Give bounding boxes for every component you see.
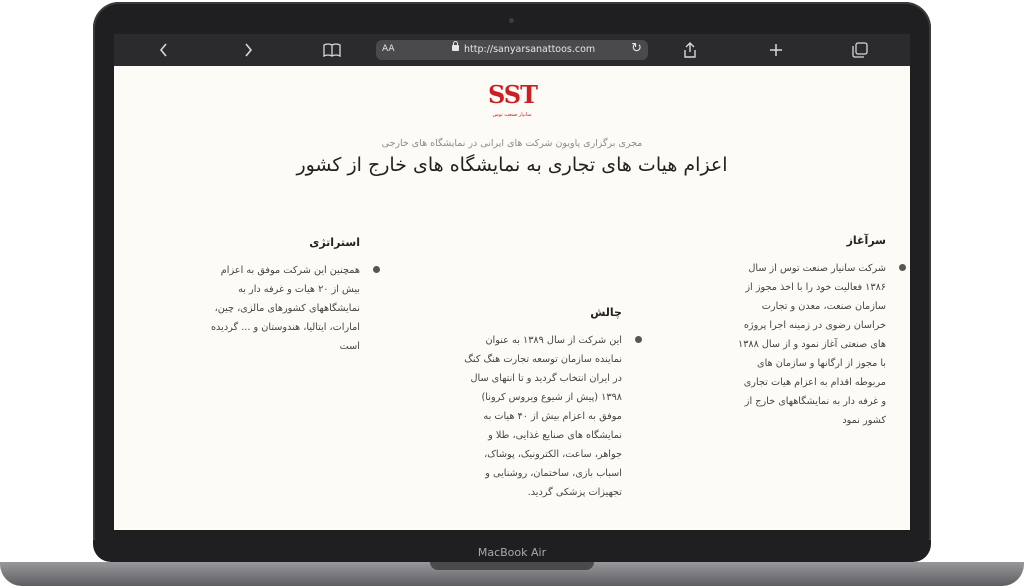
browser-toolbar [114, 34, 910, 66]
column-text: همچنین این شرکت موفق به اعزام بیش از ۲۰ هیات و غرفه دار به نمایشگاههای کشورهای مالزی، چین، امارات، ایتالیا، هندوستان و ... گردیده است [210, 265, 360, 352]
url-text[interactable]: http://sanyarsanattoos.com [464, 44, 596, 55]
list-item [736, 259, 886, 430]
list-item [464, 331, 622, 502]
camera-dot [509, 18, 514, 23]
logo-mark: SST [488, 80, 537, 109]
column-heading: سرآغاز [846, 234, 886, 247]
book-icon [323, 43, 341, 57]
address-bar[interactable] [376, 40, 648, 60]
back-button[interactable] [152, 40, 176, 60]
logo-caption: سانیار صنعت توس [492, 112, 532, 118]
bullet-icon [635, 336, 642, 343]
company-logo[interactable] [488, 80, 536, 120]
text-size-button[interactable]: AA [382, 44, 395, 54]
bullet-icon [373, 266, 380, 273]
list-item [210, 261, 360, 356]
browser-screen [114, 34, 910, 530]
page-title: اعزام هیات های تجاری به نمایشگاه های خارج از کشور [296, 154, 728, 176]
share-icon [683, 42, 697, 58]
forward-button[interactable] [236, 40, 260, 60]
column-heading: استراتژی [309, 236, 360, 249]
device-label: MacBook Air [477, 546, 547, 559]
column-heading: چالش [590, 306, 622, 319]
column-text: شرکت سانیار صنعت توس از سال ۱۳۸۶ فعالیت خود را با اخذ مجوز از سازمان صنعت، معدن و تجارت خراسان رضوی در زمینه اجرا پروژه های صنعتی آغاز نمود و از سال ۱۳۸۸ با مجوز از ارگانها و سازمان های مربوطه اقدام به اعزام هیات تجاری و غرفه دار به نمایشگاههای خارج از کشور نمود [737, 263, 886, 426]
column-start [736, 234, 886, 430]
column-strategy [210, 236, 360, 356]
tabs-icon [852, 42, 868, 58]
new-tab-button[interactable] [764, 40, 788, 60]
chevron-left-icon [159, 43, 169, 57]
column-challenge [464, 306, 622, 502]
share-button[interactable] [678, 40, 702, 60]
bullet-icon [899, 264, 906, 271]
plus-icon [769, 43, 783, 57]
reader-button[interactable] [320, 40, 344, 60]
lock-icon [452, 45, 459, 51]
page-subtitle: مجری برگزاری پاویون شرکت های ایرانی در نمایشگاه های خارجی [381, 138, 643, 149]
column-text: این شرکت از سال ۱۳۸۹ به عنوان نماینده سازمان توسعه تجارت هنگ کنگ در ایران انتخاب گردید و تا انتهای سال ۱۳۹۸ (پیش از شیوع ویروس کرونا) موفق به اعزام بیش از ۴۰ هیات به نمایشگاه های صنایع غذایی، طلا و جواهر، ساعت، الکترونیک، پوشاک، اسباب بازی، ساختمان، روشنایی و تجهیزات پزشکی گردید. [464, 335, 622, 498]
laptop-notch [430, 562, 594, 570]
tabs-button[interactable] [848, 40, 872, 60]
reload-icon[interactable]: ↻ [631, 41, 642, 56]
chevron-right-icon [243, 43, 253, 57]
